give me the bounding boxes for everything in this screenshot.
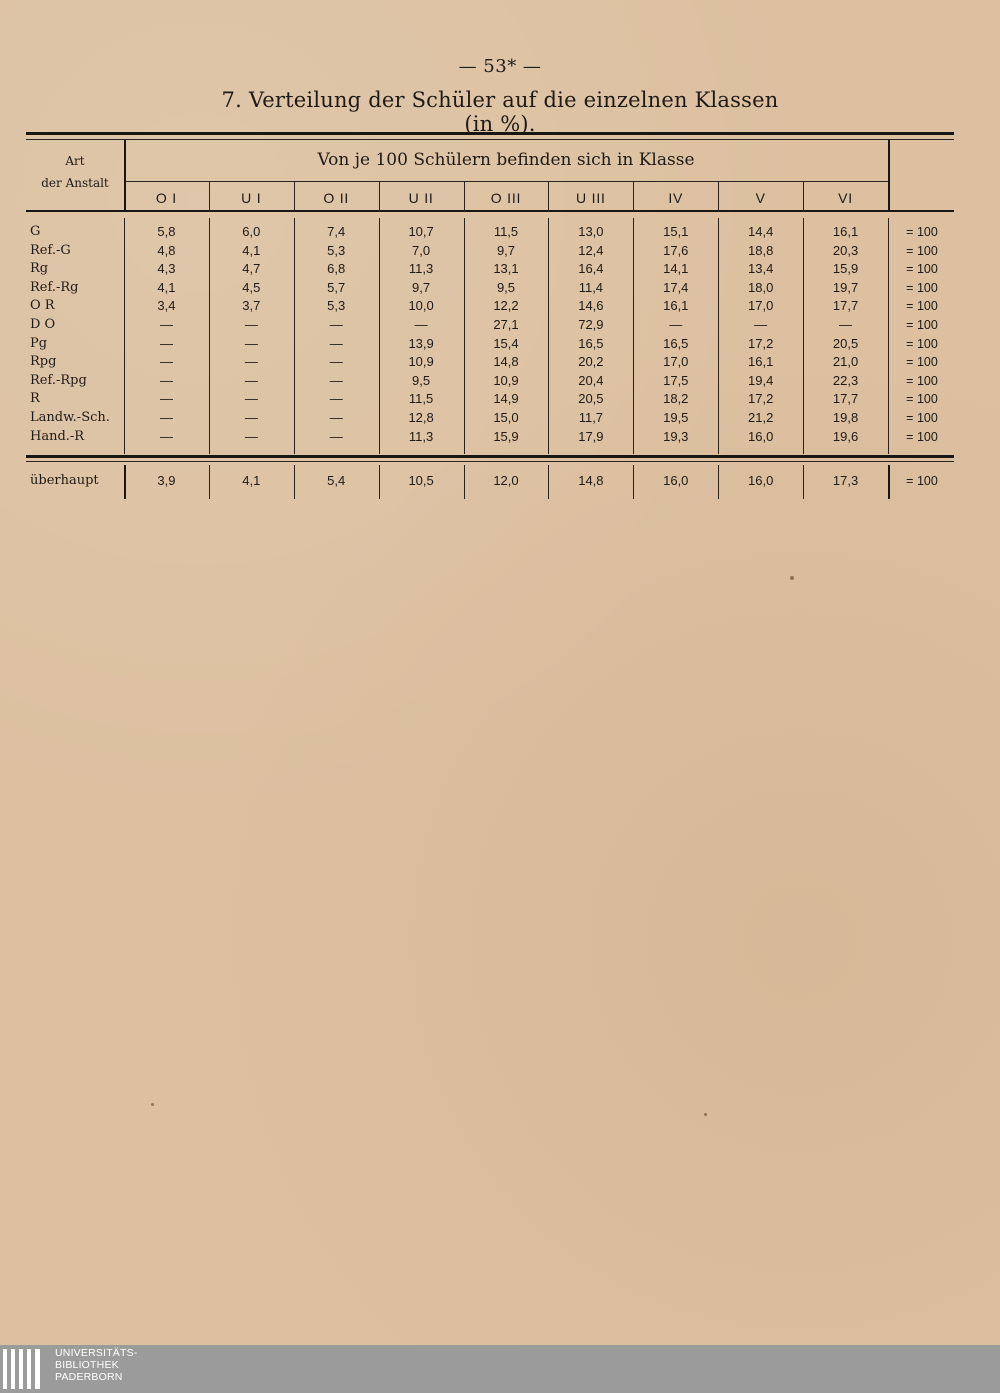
table-cell: 15,0 xyxy=(493,410,519,425)
table-cell: — xyxy=(754,317,768,332)
table-cell: 20,2 xyxy=(578,354,604,370)
row-total: = 100 xyxy=(906,429,938,444)
class-header: U I xyxy=(241,190,262,206)
row-label: Rg xyxy=(30,261,49,277)
table-cell: 12,4 xyxy=(578,242,604,258)
table-cell: 17,6 xyxy=(663,242,689,258)
table-cell: 20,5 xyxy=(578,391,604,407)
column-line xyxy=(718,182,719,212)
table-cell: — xyxy=(159,335,173,351)
row-label: O R xyxy=(30,298,55,314)
column-line xyxy=(718,465,719,499)
page-number: — 53* — xyxy=(458,56,542,77)
table-cell: 5,3 xyxy=(327,298,346,314)
table-cell: 5,7 xyxy=(327,279,346,295)
table-cell: 6,0 xyxy=(242,224,261,239)
table-cell: 14,9 xyxy=(493,391,519,407)
total-cell: 10,5 xyxy=(408,473,434,488)
table-cell: 16,5 xyxy=(663,335,689,351)
group-header-divider xyxy=(124,181,888,182)
table-cell: 7,0 xyxy=(412,242,431,258)
table-cell: 21,0 xyxy=(832,354,859,370)
table-cell: 16,4 xyxy=(578,261,604,277)
column-line xyxy=(633,465,634,499)
table-cell: — xyxy=(244,391,258,407)
table-cell: — xyxy=(329,354,343,370)
table-cell: 4,8 xyxy=(157,242,176,258)
table-cell: — xyxy=(414,317,428,332)
column-line xyxy=(209,465,210,499)
row-total: = 100 xyxy=(906,392,938,407)
table-cell: 20,4 xyxy=(578,372,604,388)
table-cell: 72,9 xyxy=(578,317,604,332)
column-line xyxy=(209,218,210,454)
table-cell: 20,5 xyxy=(832,335,859,351)
table-cell: — xyxy=(159,372,173,388)
table-cell: 11,7 xyxy=(578,410,604,425)
table-cell: 5,8 xyxy=(157,224,176,239)
row-label: Ref.-G xyxy=(30,242,71,258)
column-line xyxy=(464,182,465,212)
table-cell: 16,1 xyxy=(748,354,774,370)
row-total: = 100 xyxy=(906,299,938,314)
total-cell: 3,9 xyxy=(157,473,176,488)
institution-type-header-line2: der Anstalt xyxy=(41,176,109,190)
table-cell: 11,5 xyxy=(493,224,519,239)
total-row xyxy=(26,465,954,497)
table-row xyxy=(26,279,954,298)
table-cell: 11,3 xyxy=(408,261,434,277)
table-row xyxy=(26,260,954,279)
class-header: O I xyxy=(155,190,177,206)
logo-line-1: UNIVERSITÄTS- xyxy=(55,1347,138,1359)
table-cell: 27,1 xyxy=(493,317,519,332)
total-cell: 14,8 xyxy=(578,473,604,488)
paper-speck xyxy=(151,1103,154,1106)
total-row-label: überhaupt xyxy=(30,473,99,488)
row-total: = 100 xyxy=(906,262,938,277)
table-cell: 17,0 xyxy=(663,354,689,370)
table-cell: 10,0 xyxy=(408,298,434,314)
column-line xyxy=(803,465,804,499)
logo-line-2: BIBLIOTHEK xyxy=(55,1359,119,1371)
table-cell: 3,7 xyxy=(242,298,261,314)
table-cell: 13,0 xyxy=(578,224,604,239)
total-cell: 4,1 xyxy=(242,473,261,488)
row-label: Pg xyxy=(30,335,48,351)
table-row xyxy=(26,372,954,391)
column-line xyxy=(124,140,126,212)
table-cell: 17,2 xyxy=(748,335,774,351)
row-total: = 100 xyxy=(906,336,938,351)
table-cell: 17,2 xyxy=(748,391,774,407)
table-cell: 11,5 xyxy=(408,391,434,407)
table-cell: 21,2 xyxy=(748,410,774,425)
row-total: = 100 xyxy=(906,373,938,388)
table-row xyxy=(26,335,954,354)
table-cell: 9,7 xyxy=(412,279,431,295)
table-row xyxy=(26,297,954,316)
table-cell: 4,1 xyxy=(157,279,176,295)
column-line xyxy=(294,218,295,454)
table-cell: — xyxy=(159,317,173,332)
table-cell: — xyxy=(244,335,258,351)
table-cell: — xyxy=(159,354,173,370)
table-cell: 15,9 xyxy=(493,428,519,444)
total-cell: 12,0 xyxy=(493,473,519,488)
table-cell: — xyxy=(244,354,258,370)
class-group-header: Von je 100 Schülern befinden sich in Klasse xyxy=(317,150,695,170)
table-cell: — xyxy=(159,391,173,407)
table-cell: 19,4 xyxy=(748,372,774,388)
total-row-total: = 100 xyxy=(906,474,938,488)
table-cell: 4,1 xyxy=(242,242,261,258)
table-cell: 9,5 xyxy=(496,279,516,295)
header-bottom-rule xyxy=(26,210,954,212)
total-cell: 16,0 xyxy=(748,473,774,488)
table-row xyxy=(26,223,954,242)
class-header: U III xyxy=(576,190,606,206)
table-cell: 14,1 xyxy=(663,261,689,277)
institution-type-header xyxy=(26,150,124,210)
table-cell: 16,0 xyxy=(748,428,774,444)
table-cell: 20,3 xyxy=(832,242,859,258)
table-cell: 17,7 xyxy=(832,391,859,407)
row-total: = 100 xyxy=(906,411,938,425)
table-cell: 11,4 xyxy=(578,279,604,295)
table-cell: 18,0 xyxy=(748,279,774,295)
column-line xyxy=(209,182,210,212)
table-cell: 14,4 xyxy=(748,224,774,239)
total-cell: 16,0 xyxy=(663,473,689,488)
column-line xyxy=(379,218,380,454)
table-cell: 15,1 xyxy=(663,224,689,239)
total-cell: 5,4 xyxy=(327,473,346,488)
paper-speck xyxy=(704,1113,707,1116)
class-header: V xyxy=(755,190,766,206)
class-header: O II xyxy=(323,190,350,206)
column-line xyxy=(124,218,125,454)
row-label: Ref.-Rpg xyxy=(30,372,87,388)
table-cell: 4,5 xyxy=(242,279,261,295)
row-total: = 100 xyxy=(906,355,938,370)
table-cell: — xyxy=(159,428,173,444)
table-cell: 22,3 xyxy=(832,372,859,388)
row-total: = 100 xyxy=(906,243,938,258)
class-header: IV xyxy=(668,190,684,206)
table-cell: 17,4 xyxy=(663,279,689,295)
table-cell: 14,8 xyxy=(493,354,519,370)
column-line xyxy=(888,218,889,454)
column-line xyxy=(464,465,465,499)
table-cell: 19,3 xyxy=(663,428,689,444)
table-cell: 13,1 xyxy=(493,261,519,277)
table-cell: — xyxy=(839,317,853,332)
column-line xyxy=(464,218,465,454)
body-bottom-thin-rule xyxy=(26,461,954,462)
table-row xyxy=(26,242,954,261)
table-cell: — xyxy=(329,335,343,351)
table-cell: 4,3 xyxy=(157,261,176,277)
table-cell: — xyxy=(244,372,258,388)
paper-speck xyxy=(790,576,794,580)
table-cell: 16,1 xyxy=(832,224,859,239)
library-logo-text xyxy=(55,1347,235,1383)
table-cell: 10,7 xyxy=(408,224,434,239)
total-cell: 17,3 xyxy=(832,473,859,488)
table-cell: — xyxy=(244,410,258,425)
table-cell: 14,6 xyxy=(578,298,604,314)
row-label: G xyxy=(30,224,41,239)
table-cell: 9,7 xyxy=(496,242,516,258)
table-row xyxy=(26,390,954,409)
class-header: VI xyxy=(838,190,853,206)
table-cell: 12,8 xyxy=(408,410,434,425)
row-label: Ref.-Rg xyxy=(30,279,79,295)
column-line xyxy=(888,465,890,499)
table-cell: 6,8 xyxy=(327,261,346,277)
distribution-table xyxy=(26,132,954,502)
table-cell: — xyxy=(244,428,258,444)
table-cell: 4,7 xyxy=(242,261,261,277)
table-cell: — xyxy=(329,410,343,425)
table-cell: 11,3 xyxy=(408,428,434,444)
table-cell: 3,4 xyxy=(157,298,176,314)
class-headers xyxy=(124,183,888,213)
column-line xyxy=(548,182,549,212)
table-cell: 16,1 xyxy=(663,298,689,314)
table-cell: 17,7 xyxy=(832,298,859,314)
row-total: = 100 xyxy=(906,225,938,239)
table-cell: 17,5 xyxy=(663,372,689,388)
class-header: O III xyxy=(490,190,522,206)
institution-type-header-line1: Art xyxy=(65,154,85,168)
row-label: Hand.-R xyxy=(30,428,85,444)
library-footer xyxy=(0,1345,1000,1393)
row-label: R xyxy=(30,391,40,407)
column-line xyxy=(718,218,719,454)
logo-line-3: PADERBORN xyxy=(55,1371,123,1383)
table-cell: 10,9 xyxy=(408,354,434,370)
table-cell: 9,5 xyxy=(412,372,431,388)
table-cell: 19,5 xyxy=(663,410,689,425)
row-label: Landw.-Sch. xyxy=(30,410,110,425)
column-line xyxy=(548,465,549,499)
row-label: D O xyxy=(30,317,56,332)
class-header: U II xyxy=(408,190,434,206)
table-row xyxy=(26,409,954,428)
table-cell: 10,9 xyxy=(493,372,519,388)
table-cell: 16,5 xyxy=(578,335,604,351)
table-row xyxy=(26,316,954,335)
column-line xyxy=(803,182,804,212)
column-line xyxy=(294,182,295,212)
table-row xyxy=(26,353,954,372)
library-logo-icon xyxy=(3,1349,45,1389)
table-cell: 15,4 xyxy=(493,335,519,351)
table-cell: 19,7 xyxy=(832,279,859,295)
table-cell: — xyxy=(244,317,258,332)
column-line xyxy=(803,218,804,454)
table-cell: — xyxy=(669,317,683,332)
page-title: 7. Verteilung der Schüler auf die einzelnen Klassen (in %). xyxy=(221,88,779,136)
row-label: Rpg xyxy=(30,354,57,370)
column-line xyxy=(548,218,549,454)
table-cell: 18,2 xyxy=(663,391,689,407)
table-cell: 15,9 xyxy=(832,261,859,277)
table-cell: 18,8 xyxy=(748,242,774,258)
column-line xyxy=(379,465,380,499)
table-row xyxy=(26,428,954,447)
column-line xyxy=(124,465,126,499)
table-cell: — xyxy=(329,317,343,332)
row-total: = 100 xyxy=(906,318,938,332)
table-cell: 7,4 xyxy=(327,224,346,239)
table-cell: 19,8 xyxy=(832,410,859,425)
table-cell: 5,3 xyxy=(327,242,346,258)
table-cell: 19,6 xyxy=(832,428,859,444)
total-column-header xyxy=(888,140,954,214)
table-cell: 13,4 xyxy=(748,261,774,277)
column-line xyxy=(633,218,634,454)
column-line xyxy=(294,465,295,499)
table-cell: 13,9 xyxy=(408,335,434,351)
column-line xyxy=(633,182,634,212)
table-cell: 17,9 xyxy=(578,428,604,444)
table-cell: — xyxy=(329,391,343,407)
table-cell: — xyxy=(329,372,343,388)
table-cell: — xyxy=(159,410,173,425)
table-cell: 17,0 xyxy=(748,298,774,314)
body-bottom-rule xyxy=(26,455,954,458)
table-cell: — xyxy=(329,428,343,444)
column-line xyxy=(379,182,380,212)
row-total: = 100 xyxy=(906,280,938,295)
column-line xyxy=(888,140,890,212)
table-top-rule xyxy=(26,132,954,135)
table-header xyxy=(26,140,954,214)
table-cell: 12,2 xyxy=(493,298,519,314)
